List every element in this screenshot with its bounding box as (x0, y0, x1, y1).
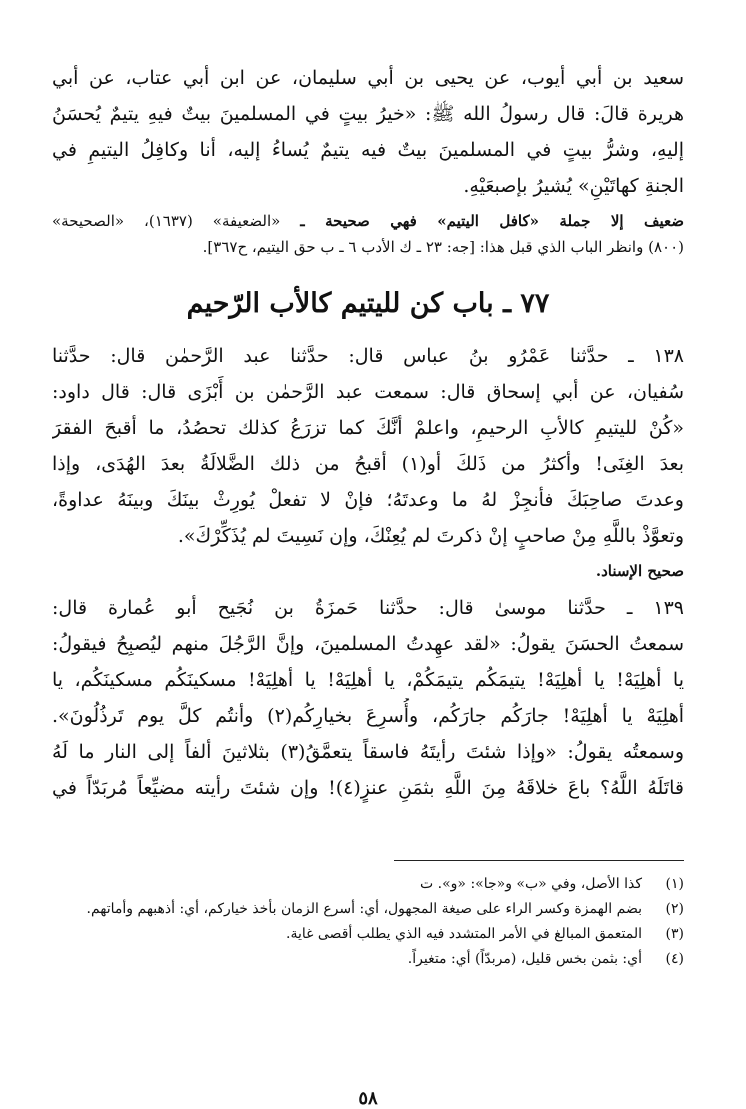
text-line: ١٣٩ ـ حدَّثنا موسىٰ قال: حدَّثنا حَمزَةُ بن نُجَيح أبو عُمارة قال: (52, 597, 684, 619)
isnad-grading: صحيح الإسناد. (595, 562, 684, 580)
text-line: قاتَلَهُ اللَّهُ؟ باعَ خلاقَهُ مِنَ اللَّهِ بثمَنِ عنزٍ(٤)! وإن شئتَ رأيته مضيِّعاً مُربَدّاً في (52, 777, 684, 799)
chapter-title: ٧٧ ـ باب كن لليتيم كالأب الرّحيم (186, 288, 550, 319)
hadith-138 (52, 338, 684, 554)
text-line: الجنةِ كهاتَيْنِ» يُشيرُ بإصبعَيْهِ. (463, 175, 684, 197)
footnote-number: (٣) (665, 926, 684, 942)
footnote-item (52, 922, 684, 947)
footnote-divider (394, 860, 684, 861)
text-line: بعدَ الغِنَى! وأكثرُ من ذَلكَ أو(١) أقبحُ من ذلك الضَّلالَةُ بعدَ الهُدَى، وإذا (52, 453, 684, 475)
text-line: إليهِ، وشرُّ بيتٍ في المسلمينَ بيتٌ فيه يتيمٌ يُساءُ إليه، أنا وكافِلُ اليتيمِ في (52, 139, 684, 161)
footnote-item (52, 947, 684, 972)
grading-rest: «الضعيفة» (١٦٣٧)، «الصحيحة» (52, 212, 301, 230)
footnote-item (52, 872, 684, 897)
book-page (52, 60, 684, 1109)
text-line: يا أهلِيَهْ! يا أهلِيَهْ! يتيمَكُم يتيمَكُمْ، يا أهلِيَهْ! يا أهلِيَهْ! مسكينَكُم مسكينَكُم، يا (52, 669, 684, 691)
text-line: سمعتُ الحسَنَ يقولُ: «لقد عهِدتُ المسلمينَ، وإنَّ الرَّجُلَ منهم ليُصبِحُ فيقولُ: (52, 633, 684, 655)
text-line: وتعوَّذْ باللَّهِ مِنْ صاحبٍ إنْ ذكرتَ لم يُعِنْكَ، وإن نَسِيتَ لم يُذَكِّرْكَ». (177, 525, 684, 547)
text-line: وعدتَ صاحِبَكَ فأنجِزْ لهُ ما وعدتَهُ؛ فإنْ لا تفعلْ يُورِثْ بينَكَ وبينَهُ عداوةً، (52, 489, 684, 511)
footnote-text: كذا الأصل، وفي «ب» و«جا»: «و». ت (420, 876, 642, 892)
text-line: سُفيان، عن أبي إسحاق قال: سمعت عبد الرَّحمٰن بن أَبْزَى قال: قال داود: (52, 381, 684, 403)
footnote-number: (٢) (665, 901, 684, 917)
footnote-text: المتعمق المبالغ في الأمر المتشدد فيه الذي يطلب أقصى غاية. (286, 926, 642, 942)
grading-bold: ضعيف إلا جملة «كافل اليتيم» فهي صحيحة ـ (300, 212, 684, 230)
footnote-text: أي: بثمن بخس قليل، (مربدّاً) أي: متغيراً. (407, 951, 642, 967)
grading-line: (٨٠٠) وانظر الباب الذي قبل هذا: [جه: ٢٣ ـ ك الأدب ٦ ـ ب حق اليتيم، ح٣٦٧]. (202, 238, 684, 256)
grading-line (52, 208, 684, 234)
text-line: أهلِيَهْ يا أهلِيَهْ! جارَكُم جارَكُم، وأُسرِعَ بخيارِكُم(٢) وأنتُم كلَّ يوم تَرذُلُونَ». (52, 705, 684, 727)
grading-note (52, 208, 684, 260)
footnote-number: (٤) (665, 951, 684, 967)
footnote-number: (١) (665, 876, 684, 892)
footnotes (52, 872, 684, 972)
text-line: «كُنْ لليتيمِ كالأبِ الرحيمِ، واعلمْ أنَّكَ كما تزرَعُ كذلك تحصُدُ، ما أقبحَ الفقرَ (52, 417, 684, 439)
text-line: ١٣٨ ـ حدَّثنا عَمْرُو بنُ عباس قال: حدَّثنا عبد الرَّحمٰن قال: حدَّثنا (52, 345, 684, 367)
text-line: وسمعتُه يقولُ: «وإذا شئتَ رأيتَهُ فاسقاً يتعمَّقُ(٣) بثلاثينَ ألفاً إلى النار ما لَهُ (52, 741, 684, 763)
text-line: سعيد بن أبي أيوب، عن يحيى بن أبي سليمان، عن ابن أبي عتاب، عن أبي (52, 67, 684, 89)
footnote-item (52, 897, 684, 922)
intro-paragraph (52, 60, 684, 204)
footnote-text: بضم الهمزة وكسر الراء على صيغة المجهول، أي: أسرع الزمان بأخذ خياركم، أي: أذهبهم وأماتهم. (86, 901, 642, 917)
text-line: هريرة قالَ: قال رسولُ الله ﷺ: «خيرُ بيتٍ في المسلمينَ بيتٌ فيهِ يتيمٌ يُحسَنُ (52, 103, 684, 125)
hadith-139 (52, 590, 684, 806)
page-number: ٥٨ (358, 1088, 378, 1109)
